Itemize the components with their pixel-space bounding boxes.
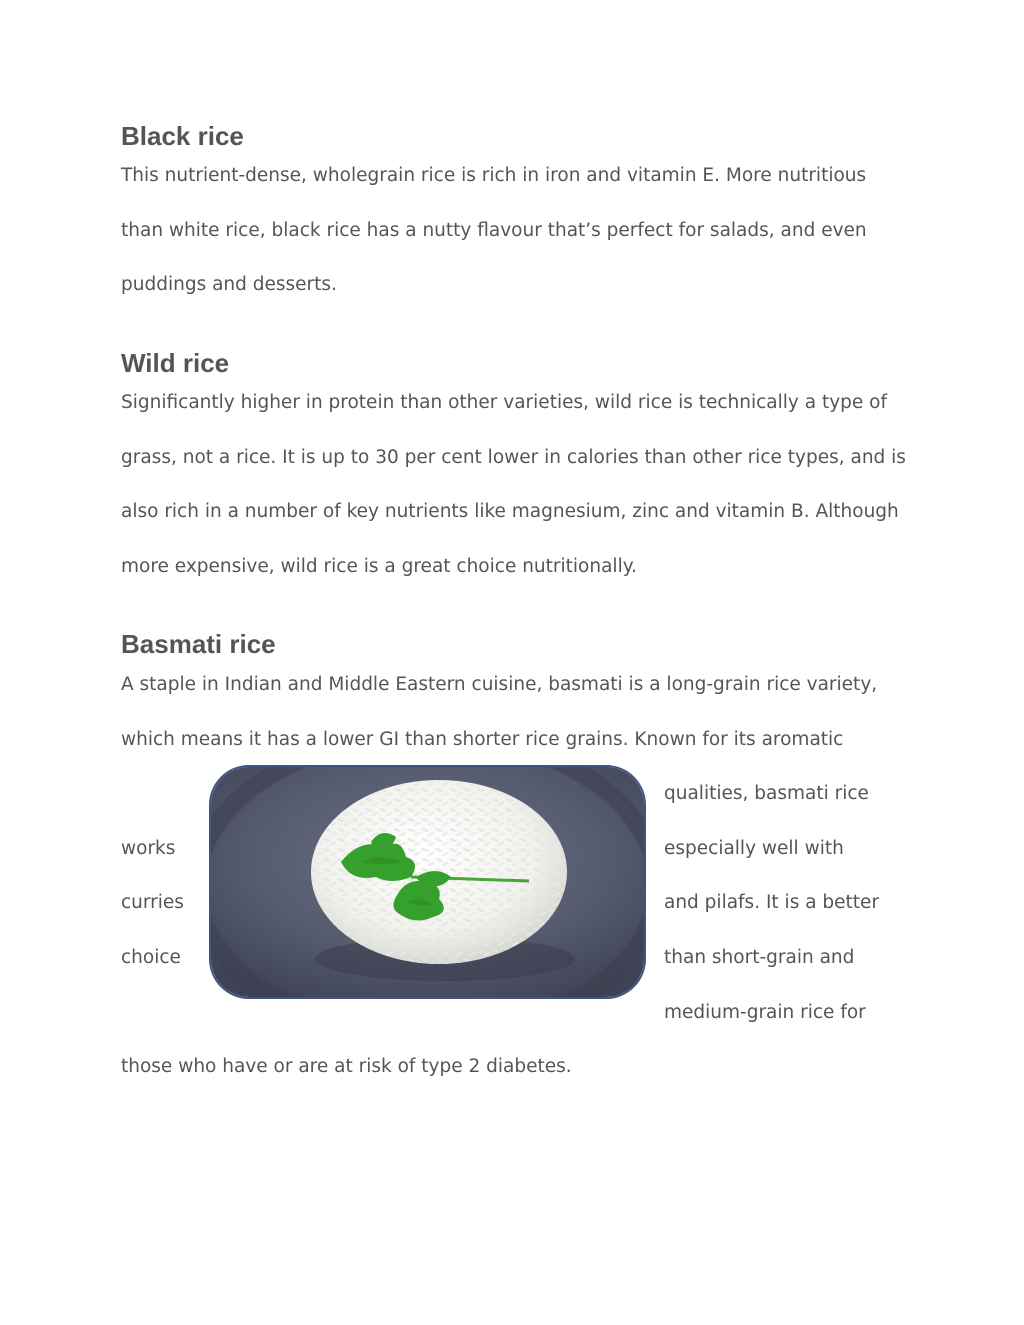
rice-bowl-photo bbox=[209, 765, 646, 999]
black-rice-line-3: puddings and desserts. bbox=[121, 274, 337, 295]
heading-wild-rice: Wild rice bbox=[121, 348, 230, 378]
basmati-line-1: A staple in Indian and Middle Eastern cuisine, basmati is a long-grain rice variety, bbox=[121, 674, 878, 695]
basmati-wrap-left-2: curries bbox=[121, 892, 184, 913]
basmati-wrap-right-5: medium-grain rice for bbox=[664, 1002, 866, 1023]
basmati-wrap-right-4: than short-grain and bbox=[664, 947, 855, 968]
basmati-line-2: which means it has a lower GI than shorter rice grains. Known for its aromatic bbox=[121, 729, 844, 750]
heading-black-rice: Black rice bbox=[121, 121, 244, 151]
heading-basmati-rice: Basmati rice bbox=[121, 629, 276, 659]
wild-rice-line-2: grass, not a rice. It is up to 30 per cent lower in calories than other rice types, and is bbox=[121, 447, 906, 468]
basmati-wrap-right-3: and pilafs. It is a better bbox=[664, 892, 880, 913]
basmati-wrap-right-2: especially well with bbox=[664, 838, 844, 859]
wild-rice-line-4: more expensive, wild rice is a great choice nutritionally. bbox=[121, 556, 637, 577]
black-rice-line-2: than white rice, black rice has a nutty flavour that’s perfect for salads, and even bbox=[121, 220, 867, 241]
basmati-wrap-right-1: qualities, basmati rice bbox=[664, 783, 869, 804]
basmati-wrap-left-1: works bbox=[121, 838, 176, 859]
basmati-wrap-left-3: choice bbox=[121, 947, 181, 968]
basmati-last-line: those who have or are at risk of type 2 diabetes. bbox=[121, 1056, 572, 1077]
black-rice-line-1: This nutrient-dense, wholegrain rice is rich in iron and vitamin E. More nutritious bbox=[121, 165, 867, 186]
wild-rice-line-1: Significantly higher in protein than other varieties, wild rice is technically a type of bbox=[121, 392, 888, 413]
wild-rice-line-3: also rich in a number of key nutrients like magnesium, zinc and vitamin B. Although bbox=[121, 501, 899, 522]
